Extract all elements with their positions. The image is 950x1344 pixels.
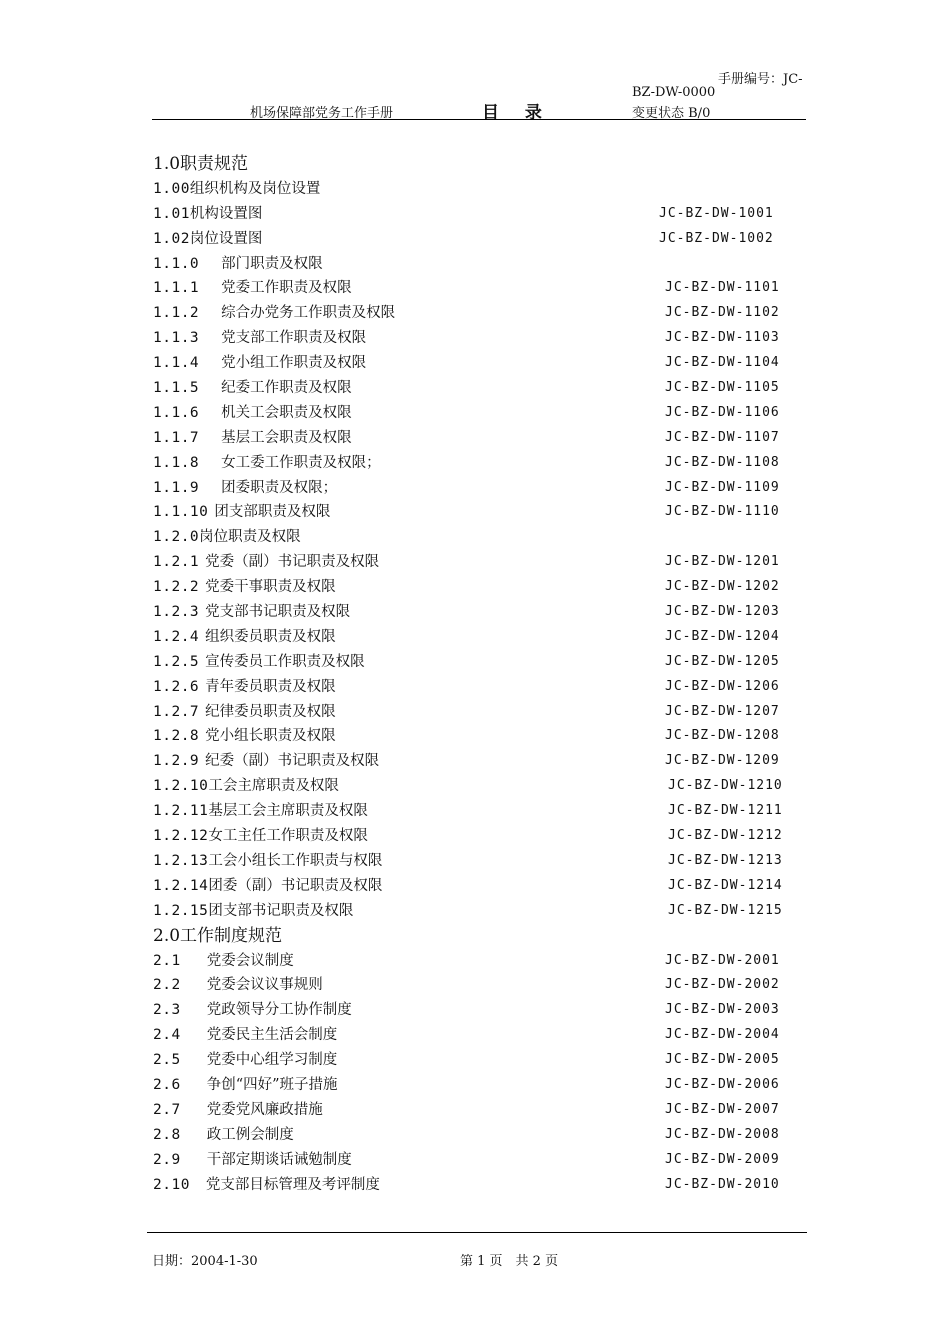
toc-title: 目 录 bbox=[482, 103, 552, 123]
toc-entry-title: 组织机构及岗位设置 bbox=[189, 180, 321, 197]
toc-section-heading: 1.0职责规范 bbox=[153, 154, 249, 174]
toc-entry bbox=[153, 1148, 793, 1173]
toc-entry-number: 1.1.9 bbox=[153, 479, 200, 496]
toc-entry-number: 1.2.12 bbox=[153, 828, 209, 845]
toc-entry-title: 机关工会职责及权限 bbox=[221, 404, 352, 421]
toc-entry-code: JC-BZ-DW-2003 bbox=[665, 1002, 780, 1018]
toc-entry-title: 纪律委员职责及权限 bbox=[205, 703, 336, 720]
toc-entry-number: 1.2.0 bbox=[153, 529, 200, 546]
toc-entry-number: 2.8 bbox=[153, 1126, 181, 1143]
toc-entry-number: 1.2.2 bbox=[153, 579, 200, 596]
toc-entry bbox=[153, 998, 793, 1023]
toc-entry bbox=[153, 774, 793, 799]
toc-entry-number: 1.2.4 bbox=[153, 628, 200, 645]
toc-entry-code: JC-BZ-DW-1211 bbox=[668, 803, 783, 819]
toc-entry-number: 1.1.0 bbox=[153, 255, 200, 272]
toc-entry-title: 团支部职责及权限 bbox=[214, 504, 331, 521]
toc-entry-code: JC-BZ-DW-1106 bbox=[665, 404, 780, 420]
toc-entry-title: 党支部书记职责及权限 bbox=[205, 604, 351, 621]
toc-entry-title: 党委工作职责及权限 bbox=[221, 280, 352, 297]
toc-entry bbox=[153, 525, 793, 550]
toc-entry-number: 1.2.1 bbox=[153, 554, 200, 571]
toc-entry-code: JC-BZ-DW-1104 bbox=[665, 355, 780, 371]
toc-entry-code: JC-BZ-DW-1203 bbox=[665, 604, 780, 620]
footer-date: 日期：2004-1-30 bbox=[152, 1254, 258, 1269]
toc-entry-number: 1.1.4 bbox=[153, 355, 200, 372]
toc-entry-code: JC-BZ-DW-1103 bbox=[665, 330, 780, 346]
toc-entry bbox=[153, 326, 793, 351]
footer-divider bbox=[147, 1232, 807, 1233]
toc-entry-number: 1.1.2 bbox=[153, 305, 200, 322]
toc-entry-title: 党小组长职责及权限 bbox=[205, 728, 336, 745]
toc-entry-code: JC-BZ-DW-2001 bbox=[665, 952, 780, 968]
toc-entry bbox=[153, 625, 793, 650]
toc-entry-number: 1.2.10 bbox=[153, 778, 209, 795]
toc-entry-number: 1.01 bbox=[153, 205, 190, 222]
toc-entry-code: JC-BZ-DW-1215 bbox=[668, 902, 783, 918]
toc-entry-code: JC-BZ-DW-1205 bbox=[665, 653, 780, 669]
toc-entry-code: JC-BZ-DW-2002 bbox=[665, 977, 780, 993]
toc-entry-title: 团委（副）书记职责及权限 bbox=[208, 877, 383, 894]
toc-entry-number: 1.2.6 bbox=[153, 678, 200, 695]
toc-entry bbox=[153, 426, 793, 451]
toc-entry-title: 党委会议制度 bbox=[206, 952, 294, 969]
toc-entry bbox=[153, 675, 793, 700]
toc-entry bbox=[153, 351, 793, 376]
table-of-contents bbox=[153, 152, 793, 1197]
toc-entry-number: 2.9 bbox=[153, 1151, 181, 1168]
toc-entry-number: 2.1 bbox=[153, 952, 181, 969]
header-divider bbox=[152, 119, 806, 120]
toc-entry bbox=[153, 177, 793, 202]
toc-entry bbox=[153, 575, 793, 600]
toc-entry-code: JC-BZ-DW-1213 bbox=[668, 852, 783, 868]
toc-entry-code: JC-BZ-DW-1214 bbox=[668, 877, 783, 893]
footer-page-number: 第 1 页 共 2 页 bbox=[460, 1254, 559, 1269]
manual-title: 机场保障部党务工作手册 bbox=[250, 106, 394, 121]
toc-entry-code: JC-BZ-DW-1207 bbox=[665, 703, 780, 719]
toc-entry bbox=[153, 476, 793, 501]
toc-entry-title: 党政领导分工协作制度 bbox=[206, 1002, 352, 1019]
toc-entry-title: 岗位设置图 bbox=[189, 230, 263, 247]
toc-entry-title: 党委（副）书记职责及权限 bbox=[205, 554, 380, 571]
toc-entry bbox=[153, 1023, 793, 1048]
toc-entry-title: 青年委员职责及权限 bbox=[205, 678, 336, 695]
toc-entry bbox=[153, 1048, 793, 1073]
toc-entry-number: 1.1.5 bbox=[153, 380, 200, 397]
toc-entry-title: 工会小组长工作职责与权限 bbox=[208, 852, 383, 869]
toc-entry-code: JC-BZ-DW-1210 bbox=[668, 778, 783, 794]
toc-entry-code: JC-BZ-DW-1208 bbox=[665, 728, 780, 744]
toc-entry bbox=[153, 1098, 793, 1123]
toc-entry-number: 1.2.15 bbox=[153, 902, 209, 919]
change-state: 变更状态 B/0 bbox=[632, 106, 711, 121]
toc-entry-title: 基层工会职责及权限 bbox=[221, 429, 352, 446]
toc-entry-title: 综合办党务工作职责及权限 bbox=[221, 305, 396, 322]
toc-entry-number: 1.2.7 bbox=[153, 703, 200, 720]
toc-entry bbox=[153, 1123, 793, 1148]
toc-entry-code: JC-BZ-DW-1105 bbox=[665, 380, 780, 396]
toc-entry-code: JC-BZ-DW-1102 bbox=[665, 305, 780, 321]
toc-entry bbox=[153, 749, 793, 774]
toc-entry bbox=[153, 824, 793, 849]
toc-entry-number: 2.3 bbox=[153, 1002, 181, 1019]
toc-entry-title: 党委干事职责及权限 bbox=[205, 579, 336, 596]
toc-entry bbox=[153, 1173, 793, 1198]
toc-entry-number: 1.02 bbox=[153, 230, 190, 247]
toc-entry-number: 1.1.3 bbox=[153, 330, 200, 347]
toc-entry-number: 1.1.7 bbox=[153, 429, 200, 446]
toc-entry-number: 2.7 bbox=[153, 1101, 181, 1118]
toc-entry-title: 党支部目标管理及考评制度 bbox=[205, 1176, 380, 1193]
toc-entry bbox=[153, 973, 793, 998]
toc-entry-number: 1.2.3 bbox=[153, 604, 200, 621]
toc-entry-title: 工会主席职责及权限 bbox=[208, 778, 339, 795]
toc-entry-code: JC-BZ-DW-1101 bbox=[665, 280, 780, 296]
toc-entry-number: 1.1.8 bbox=[153, 454, 200, 471]
toc-entry bbox=[153, 401, 793, 426]
toc-entry bbox=[153, 799, 793, 824]
toc-entry-code: JC-BZ-DW-1108 bbox=[665, 454, 780, 470]
toc-entry bbox=[153, 202, 793, 227]
toc-entry-number: 1.2.5 bbox=[153, 653, 200, 670]
toc-entry bbox=[153, 650, 793, 675]
manual-number-value: BZ-DW-0000 bbox=[632, 85, 716, 100]
toc-entry-code: JC-BZ-DW-2005 bbox=[665, 1052, 780, 1068]
toc-entry bbox=[153, 451, 793, 476]
toc-entry bbox=[153, 276, 793, 301]
toc-entry-number: 1.2.14 bbox=[153, 877, 209, 894]
toc-entry-code: JC-BZ-DW-1109 bbox=[665, 479, 780, 495]
toc-entry-title: 岗位职责及权限 bbox=[199, 529, 301, 546]
toc-entry-title: 宣传委员工作职责及权限 bbox=[205, 653, 365, 670]
toc-entry-title: 党委会议议事规则 bbox=[206, 977, 323, 994]
toc-entry-title: 女工主任工作职责及权限 bbox=[208, 828, 368, 845]
toc-entry-title: 机构设置图 bbox=[189, 205, 263, 222]
toc-entry bbox=[153, 1073, 793, 1098]
toc-entry-title: 党委党风廉政措施 bbox=[206, 1101, 323, 1118]
toc-entry-code: JC-BZ-DW-1206 bbox=[665, 678, 780, 694]
toc-entry bbox=[153, 301, 793, 326]
toc-entry-title: 政工例会制度 bbox=[206, 1126, 294, 1143]
toc-entry-title: 基层工会主席职责及权限 bbox=[208, 803, 368, 820]
toc-entry-code: JC-BZ-DW-1209 bbox=[665, 753, 780, 769]
toc-entry-title: 党委民主生活会制度 bbox=[206, 1027, 338, 1044]
toc-entry bbox=[153, 376, 793, 401]
toc-entry-code: JC-BZ-DW-2004 bbox=[665, 1027, 780, 1043]
toc-entry-code: JC-BZ-DW-1002 bbox=[659, 230, 774, 246]
toc-section-heading: 2.0工作制度规范 bbox=[153, 925, 283, 946]
toc-entry-title: 纪委（副）书记职责及权限 bbox=[205, 753, 380, 770]
toc-entry-number: 1.1.10 bbox=[153, 504, 209, 521]
toc-entry-title: 女工委工作职责及权限； bbox=[221, 454, 381, 471]
toc-entry-number: 1.2.13 bbox=[153, 852, 209, 869]
toc-entry-number: 1.2.9 bbox=[153, 753, 200, 770]
toc-entry bbox=[153, 600, 793, 625]
toc-entry-title: 部门职责及权限 bbox=[221, 255, 323, 272]
toc-entry-title: 党小组工作职责及权限 bbox=[221, 355, 367, 372]
toc-entry-code: JC-BZ-DW-2006 bbox=[665, 1076, 780, 1092]
toc-entry-number: 2.6 bbox=[153, 1076, 181, 1093]
toc-entry-code: JC-BZ-DW-1204 bbox=[665, 628, 780, 644]
toc-entry-title: 争创“四好”班子措施 bbox=[206, 1076, 338, 1093]
toc-entry-code: JC-BZ-DW-2009 bbox=[665, 1151, 780, 1167]
toc-entry-number: 1.1.6 bbox=[153, 404, 200, 421]
toc-entry-title: 组织委员职责及权限 bbox=[205, 628, 336, 645]
toc-entry-number: 1.2.11 bbox=[153, 803, 209, 820]
toc-entry-number: 1.00 bbox=[153, 180, 190, 197]
toc-entry bbox=[153, 500, 793, 525]
toc-entry-title: 党支部工作职责及权限 bbox=[221, 330, 367, 347]
toc-entry-title: 党委中心组学习制度 bbox=[206, 1052, 338, 1069]
manual-number-label: 手册编号：JC- bbox=[718, 72, 803, 87]
toc-entry-code: JC-BZ-DW-1107 bbox=[665, 429, 780, 445]
toc-entry-code: JC-BZ-DW-2010 bbox=[665, 1176, 780, 1192]
toc-entry-title: 纪委工作职责及权限 bbox=[221, 380, 352, 397]
toc-entry-title: 团委职责及权限； bbox=[221, 479, 338, 496]
toc-entry bbox=[153, 949, 793, 974]
toc-entry bbox=[153, 227, 793, 252]
toc-entry bbox=[153, 874, 793, 899]
toc-entry-code: JC-BZ-DW-1110 bbox=[665, 504, 780, 520]
toc-entry-number: 2.10 bbox=[153, 1176, 190, 1193]
toc-entry bbox=[153, 724, 793, 749]
toc-entry-code: JC-BZ-DW-2008 bbox=[665, 1126, 780, 1142]
toc-entry-number: 1.1.1 bbox=[153, 280, 200, 297]
toc-entry-number: 2.5 bbox=[153, 1052, 181, 1069]
toc-entry-code: JC-BZ-DW-1202 bbox=[665, 579, 780, 595]
toc-entry bbox=[153, 550, 793, 575]
toc-entry-code: JC-BZ-DW-1001 bbox=[659, 205, 774, 221]
toc-entry-number: 2.2 bbox=[153, 977, 181, 994]
toc-entry-title: 干部定期谈话诫勉制度 bbox=[206, 1151, 352, 1168]
toc-entry-code: JC-BZ-DW-1212 bbox=[668, 828, 783, 844]
toc-entry-code: JC-BZ-DW-1201 bbox=[665, 554, 780, 570]
toc-entry bbox=[153, 849, 793, 874]
toc-entry bbox=[153, 899, 793, 924]
toc-entry-number: 1.2.8 bbox=[153, 728, 200, 745]
toc-entry-title: 团支部书记职责及权限 bbox=[208, 902, 354, 919]
toc-entry-number: 2.4 bbox=[153, 1027, 181, 1044]
toc-entry-code: JC-BZ-DW-2007 bbox=[665, 1101, 780, 1117]
toc-entry bbox=[153, 700, 793, 725]
toc-entry bbox=[153, 252, 793, 277]
